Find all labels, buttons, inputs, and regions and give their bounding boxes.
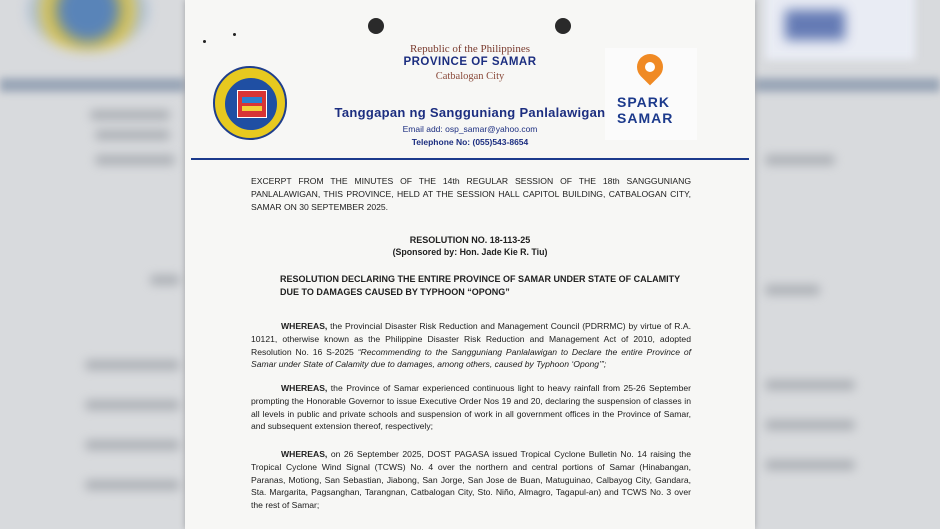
resolution-title-line: RESOLUTION DECLARING THE ENTIRE PROVINCE OF SAMAR UNDER STATE OF CALAMITY: [280, 274, 681, 284]
blurred-background-left: [0, 0, 185, 529]
blurred-rule: [0, 78, 185, 92]
header-republic: Republic of the Philippines: [409, 43, 531, 55]
minutes-excerpt: EXCERPT FROM THE MINUTES OF THE 14th REGULAR SESSION OF THE 18th SANGGUNIANG PANLALAWIGAN, THIS PROVINCE, HELD AT THE SESSION HALL CAPITOL BUILDING, CATBALOGAN CITY, SAMAR ON 30 SEPTEMBER 2025.: [251, 176, 691, 212]
blurred-rule: [755, 78, 940, 92]
header-email: Email add: osp_samar@yahoo.com: [402, 124, 538, 134]
whereas-paragraph-3: [251, 448, 691, 512]
speck-mark: [233, 33, 236, 36]
whereas-lead: WHEREAS,: [281, 449, 328, 459]
paragraph-italic-text: “Recommending to the Sangguniang Panlalawigan to Declare the entire Province of Samar under State of Calamity due to damages, among others, caused by Typhoon ‘Opong’”;: [251, 346, 692, 370]
blurred-text-line: [90, 110, 170, 120]
document-page: [185, 0, 755, 529]
paragraph-text: the Province of Samar experienced continuous light to heavy rainfall from 25-26 September prompting the Honorable Governor to issue Executive Order Nos 19 and 20, declaring the suspension of classes in all levels in public and private schools and suspension of work in all government offices in the Province of Samar, and subsequent extension thereof, respectively;: [251, 383, 691, 432]
resolution-title-line: DUE TO DAMAGES CAUSED BY TYPHOON “OPONG”: [280, 287, 510, 297]
blurred-text-line: [150, 275, 180, 285]
header-office: Tanggapan ng Sangguniang Panlalawigan: [334, 105, 606, 120]
whereas-lead: WHEREAS,: [281, 321, 328, 331]
blurred-seal-icon: [28, 0, 148, 50]
paragraph-text: on 26 September 2025, DOST PAGASA issued Tropical Cyclone Bulletin No. 14 raising the Tropical Cyclone Wind Signal (TCWS) No. 4 over the northern and central portions of Samar (Hinabangan, Paranas, Motiong, San Sebastian, Jiabong, San Jorge, San Jose de Buan, Matuguinao, Calbayog City, Gandara, Sta. Margarita, Pagsanghan, Tarangnan, Catbalogan City, Sto. Niño, Almagro, Tagapul-an) and TCWS No. 3 over the rest of Samar;: [251, 449, 691, 511]
blurred-background-right: [755, 0, 940, 529]
header-province: PROVINCE OF SAMAR: [403, 56, 537, 68]
resolution-number: RESOLUTION NO. 18-113-25: [409, 235, 531, 245]
whereas-lead: WHEREAS,: [281, 383, 328, 393]
blurred-text-line: [85, 440, 180, 450]
blurred-text-line: [85, 400, 180, 410]
logo-line-spark: SPARK: [617, 94, 670, 110]
whereas-paragraph-1: [251, 320, 691, 371]
header-divider: [191, 158, 749, 160]
blurred-text-line: [765, 460, 855, 470]
blurred-text-line: [765, 155, 835, 165]
whereas-paragraph-2: [251, 382, 691, 433]
header-city: Catbalogan City: [435, 71, 505, 82]
blurred-spark-icon: [785, 10, 845, 40]
header-telephone: Telephone No: (055)543-8654: [411, 137, 529, 147]
logo-line-samar: SAMAR: [617, 110, 674, 126]
blurred-text-line: [85, 360, 180, 370]
blurred-text-line: [765, 420, 855, 430]
punch-hole-icon: [368, 18, 384, 34]
resolution-title: [280, 273, 700, 299]
spark-samar-logo: [605, 48, 697, 140]
paragraph-text: the Provincial Disaster Risk Reduction and Management Council (PDRRMC) by virtue of R.A. 10121, otherwise known as the Philippine Disaster Risk Reduction and Management Act of 2010, adopted Resolution No. 16 S-2025: [251, 321, 691, 357]
blurred-text-line: [95, 155, 175, 165]
punch-hole-icon: [555, 18, 571, 34]
location-pin-icon: [632, 49, 669, 86]
sponsor-line: (Sponsored by: Hon. Jade Kie R. Tiu): [392, 247, 548, 257]
blurred-text-line: [85, 480, 180, 490]
blurred-text-line: [765, 380, 855, 390]
blurred-text-line: [95, 130, 170, 140]
blurred-text-line: [765, 285, 820, 295]
